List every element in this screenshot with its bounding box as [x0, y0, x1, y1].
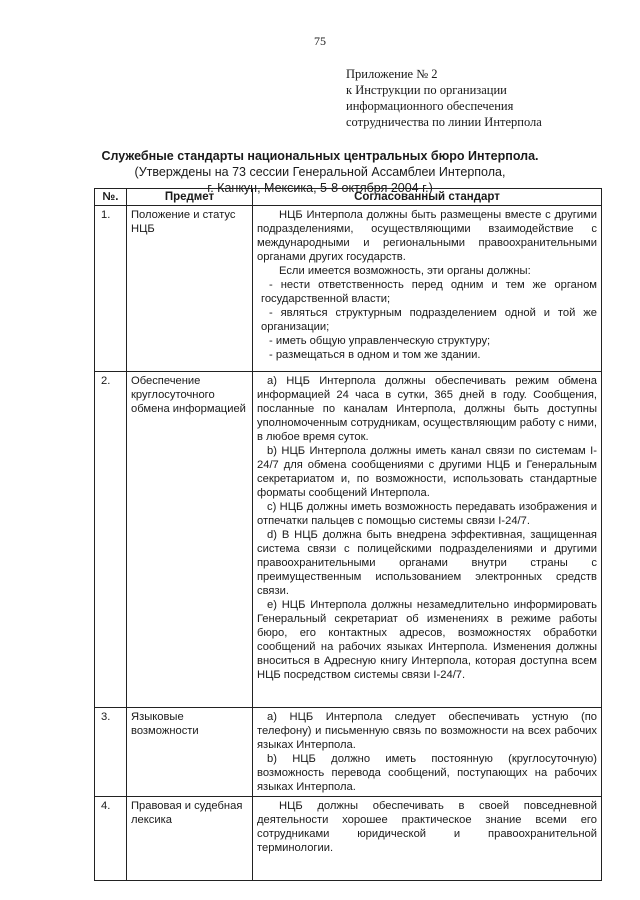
- table-row: [95, 797, 602, 881]
- standard-paragraph: b) НЦБ Интерпола должны иметь канал связи по системам I-24/7 для обмена сообщениями с другими НЦБ и Генеральным секретариатом и, по возможности, использовать стандартные форматы сообщений Интерпола.: [257, 445, 597, 499]
- standard-paragraph: - нести ответственность перед одним и тем же органом государственной власти;: [261, 279, 597, 305]
- standard-paragraph: a) НЦБ Интерпола должны обеспечивать режим обмена информацией 24 часа в сутки, 365 дней в году. Сообщения, посланные по каналам Интерпола, должны быть доступны уполномоченным сотрудникам, осуществляющим работу с ними, в любое время суток.: [257, 375, 597, 443]
- standard-paragraph: - размещаться в одном и том же здании.: [269, 349, 481, 361]
- row-standard: [253, 797, 602, 881]
- standard-paragraph: НЦБ должны обеспечивать в своей повседневной деятельности хорошее практическое знание всеми его сотрудниками юридической и правоохранительной терминологии.: [257, 800, 597, 854]
- row-subject: Положение и статус НЦБ: [127, 206, 253, 372]
- table-row: [95, 206, 602, 372]
- title-line-2: (Утверждены на 73 сессии Генеральной Ассамблеи Интерпола,: [134, 165, 506, 179]
- standard-paragraph: c) НЦБ должны иметь возможность передавать изображения и отпечатки пальцев с помощью системы связи I-24/7.: [257, 501, 597, 527]
- standard-paragraph: b) НЦБ должно иметь постоянную (круглосуточную) возможность перевода сообщений, поступающих на рабочих языках Интерпола.: [257, 753, 597, 793]
- standard-paragraph: - являться структурным подразделением одной и той же организации;: [261, 307, 597, 333]
- header-standard: Согласованный стандарт: [253, 189, 602, 206]
- table-row: [95, 372, 602, 708]
- row-number: 1.: [95, 206, 127, 372]
- row-standard: [253, 372, 602, 708]
- row-standard: [253, 708, 602, 797]
- appendix-line-2: к Инструкции по организации: [346, 83, 507, 97]
- appendix-line-1: Приложение № 2: [346, 67, 438, 81]
- title-line-1: Служебные стандарты национальных центральных бюро Интерпола.: [101, 149, 539, 163]
- standard-paragraph: - иметь общую управленческую структуру;: [269, 335, 491, 347]
- row-standard: [253, 206, 602, 372]
- row-subject: Правовая и судебная лексика: [127, 797, 253, 881]
- row-subject: Языковые возможности: [127, 708, 253, 797]
- standard-paragraph: d) В НЦБ должна быть внедрена эффективная, защищенная система связи с полицейскими подразделениями и другими правоохранительными органами внутри страны с преимущественным использованием электронных средств связи.: [257, 529, 597, 597]
- appendix-block: [346, 66, 542, 130]
- appendix-line-3: информационного обеспечения: [346, 99, 514, 113]
- page-number: 75: [314, 34, 326, 48]
- standard-paragraph: Если имеется возможность, эти органы должны:: [279, 265, 531, 277]
- title-line-3: г. Канкун, Мексика, 5-8 октября 2004 г.): [207, 181, 433, 195]
- table-row: [95, 708, 602, 797]
- standard-paragraph: НЦБ Интерпола должны быть размещены вместе с другими подразделениями, осуществляющими взаимодействие с международными и региональными правоохранительными органами других государств.: [257, 209, 597, 263]
- row-subject: Обеспечение круглосуточного обмена информацией: [127, 372, 253, 708]
- table-header-row: [95, 189, 602, 206]
- header-number: №.: [95, 189, 127, 206]
- header-subject: Предмет: [127, 189, 253, 206]
- standard-paragraph: e) НЦБ Интерпола должны незамедлительно информировать Генеральный секретариат об изменениях в режиме работы бюро, его контактных адресов, возможностях обработки сообщений на рабочих языках Интерпола. Изменения должны вноситься в Адресную книгу Интерпола, которая доступна всем НЦБ посредством системы связи I-24/7.: [257, 599, 597, 681]
- row-number: 4.: [95, 797, 127, 881]
- row-number: 3.: [95, 708, 127, 797]
- standard-paragraph: a) НЦБ Интерпола следует обеспечивать устную (по телефону) и письменную связь по возможности на всех рабочих языках Интерпола.: [257, 711, 597, 751]
- appendix-line-4: сотрудничества по линии Интерпола: [346, 115, 542, 129]
- row-number: 2.: [95, 372, 127, 708]
- standards-table: [94, 188, 602, 881]
